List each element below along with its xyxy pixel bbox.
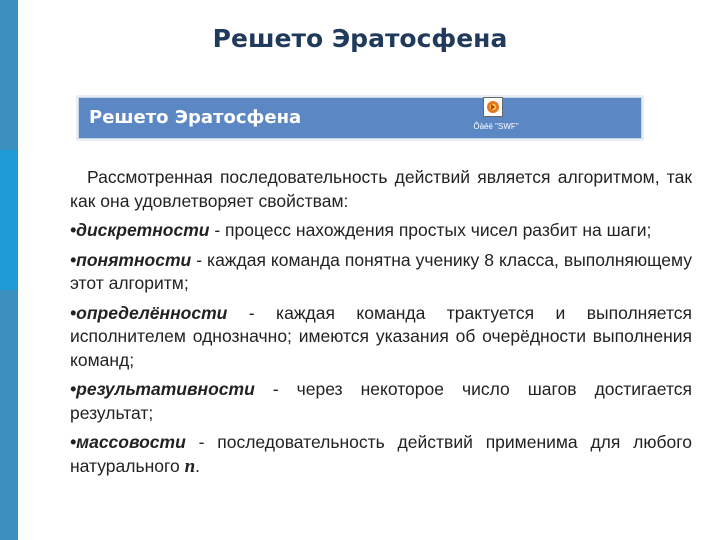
bullet-term: дискретности [76, 220, 210, 240]
bullet-marker: • [70, 302, 77, 323]
left-accent-bar [0, 0, 18, 540]
bullet-item [70, 378, 692, 425]
slide-title: Решето Эратосфена [212, 24, 508, 53]
bullet-term: определённости [76, 302, 228, 323]
intro-paragraph: Рассмотренная последовательность действий является алгоритмом, так как она удовлетворяет свойствам: [70, 167, 692, 211]
bullet-term: результативности [76, 379, 255, 399]
bullet-item [70, 249, 692, 296]
bullet-text: - последовательность действий применима для любого натурального [70, 432, 692, 476]
accent-bar-segment [0, 0, 18, 150]
bullet-tail: . [195, 455, 201, 476]
bullet-text: - процесс нахождения простых чисел разбит на шаги; [209, 220, 652, 240]
body-text [70, 166, 692, 484]
accent-bar-segment-highlight [0, 150, 18, 290]
accent-bar-segment [0, 290, 18, 540]
bullet-text: - каждая команда трактуется и выполняется исполнителем однозначно; имеются указания об очерёдности выполнения команд; [70, 302, 692, 370]
bullet-item [70, 219, 692, 243]
bullet-text: - через некоторое число шагов достигается результат; [70, 379, 692, 423]
bullet-marker: • [70, 379, 77, 399]
bullet-marker: • [70, 220, 77, 240]
variable-n: n [184, 455, 196, 477]
flash-panel [78, 97, 642, 139]
flash-file-caption: Ôàéë "SWF" [473, 122, 519, 131]
bullet-item [70, 302, 692, 373]
panel-title: Решето Эратосфена [89, 107, 302, 128]
bullet-marker: • [70, 249, 77, 270]
bullet-item [70, 431, 692, 478]
flash-file-icon[interactable] [483, 97, 503, 117]
flash-file-icon-graphic [486, 100, 500, 114]
bullet-term: массовости [76, 432, 186, 452]
bullet-term: понятности [76, 249, 192, 270]
bullet-marker: • [70, 432, 77, 452]
bullet-text: - каждая команда понятна ученику 8 класса, выполняющему этот алгоритм; [70, 249, 692, 293]
